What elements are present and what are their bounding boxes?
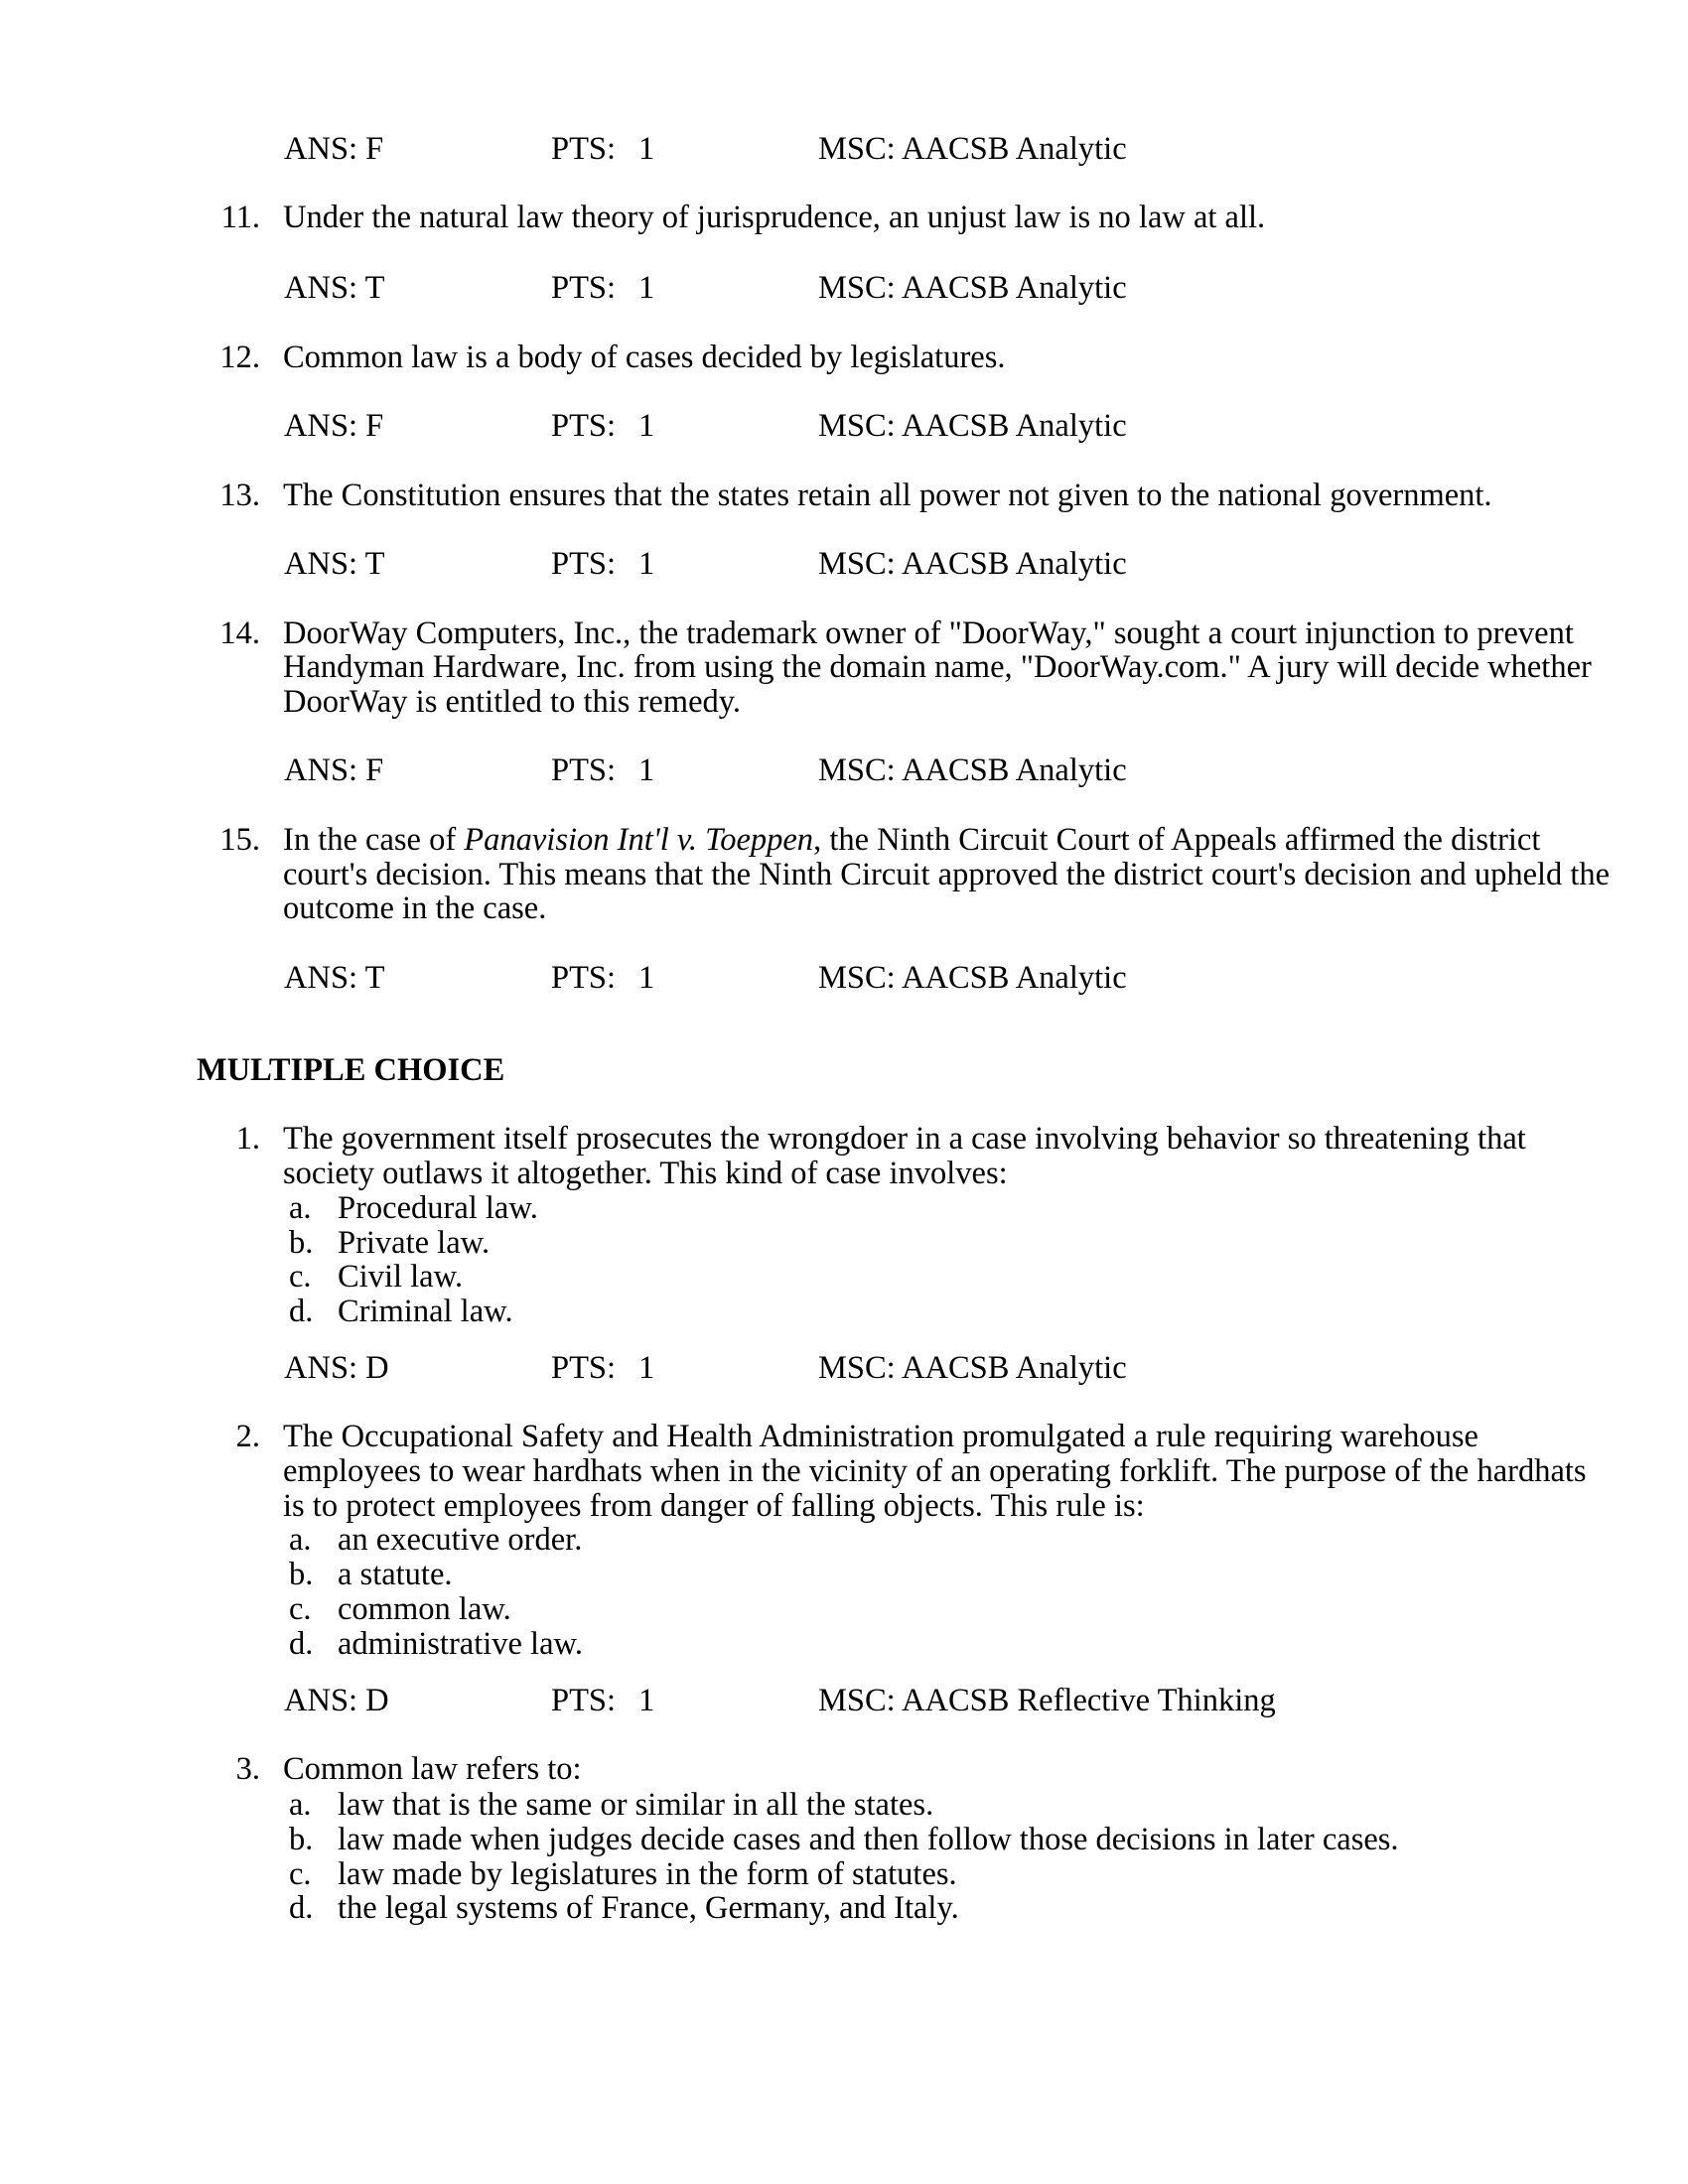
tf-question-text-line — [283, 890, 546, 926]
points-label: PTS: — [551, 1683, 617, 1718]
mc-question-number: 1. — [235, 1121, 260, 1157]
answer-label: ANS: F — [284, 752, 384, 788]
points-value: 1 — [638, 546, 655, 582]
tf-question-text-line — [283, 684, 741, 720]
tf-question-text-line — [283, 478, 1492, 513]
answer-label: ANS: T — [284, 546, 385, 582]
category-label: MSC: AACSB Analytic — [818, 1350, 1127, 1386]
option-text: law that is the same or similar in all the states. — [338, 1787, 934, 1823]
points-label: PTS: — [551, 546, 617, 582]
text-segment: DoorWay is entitled to this remedy. — [283, 684, 742, 720]
text-segment: The Occupational Safety and Health Administration promulgated a rule requiring warehouse — [283, 1419, 1478, 1454]
option-letter: d. — [289, 1890, 314, 1926]
points-value: 1 — [638, 960, 655, 996]
text-segment: Common law refers to: — [283, 1751, 582, 1787]
category-label: MSC: AACSB Analytic — [818, 960, 1127, 996]
mc-question-number: 3. — [235, 1751, 260, 1787]
mc-question-text-line — [283, 1488, 1145, 1524]
points-label: PTS: — [551, 752, 617, 788]
option-letter: d. — [289, 1294, 314, 1329]
option-text: Civil law. — [338, 1259, 464, 1295]
option-text: an executive order. — [338, 1522, 583, 1558]
text-segment: The Constitution ensures that the states retain all power not given to the national government. — [283, 478, 1492, 513]
tf-question-text-line — [283, 200, 1265, 235]
option-text: law made when judges decide cases and then follow those decisions in later cases. — [338, 1822, 1399, 1857]
option-letter: c. — [289, 1259, 312, 1295]
points-value: 1 — [638, 408, 655, 444]
points-label: PTS: — [551, 408, 617, 444]
option-text: Procedural law. — [338, 1190, 538, 1226]
mc-question-number: 2. — [235, 1419, 260, 1454]
points-value: 1 — [638, 270, 655, 306]
category-label: MSC: AACSB Analytic — [818, 408, 1127, 444]
mc-question-text-line — [283, 1121, 1526, 1157]
answer-label: ANS: F — [284, 131, 384, 167]
answer-label: ANS: T — [284, 270, 385, 306]
points-label: PTS: — [551, 960, 617, 996]
points-value: 1 — [638, 1350, 655, 1386]
mc-question-text-line — [283, 1751, 582, 1787]
mc-question-text-line — [283, 1156, 1008, 1191]
tf-question-text-line — [283, 340, 1005, 375]
tf-question-text-line — [283, 822, 1540, 858]
option-text: common law. — [338, 1591, 511, 1627]
option-text: Criminal law. — [338, 1294, 513, 1329]
text-segment: Common law is a body of cases decided by legislatures. — [283, 340, 1006, 375]
points-value: 1 — [638, 752, 655, 788]
option-text: the legal systems of France, Germany, and Italy. — [338, 1890, 959, 1926]
option-letter: b. — [289, 1225, 314, 1261]
text-segment: employees to wear hardhats when in the vicinity of an operating forklift. The purpose of the hardhats — [283, 1453, 1587, 1489]
tf-question-number: 15. — [219, 822, 260, 858]
answer-label: ANS: D — [284, 1350, 389, 1386]
option-letter: b. — [289, 1822, 314, 1857]
points-label: PTS: — [551, 270, 617, 306]
category-label: MSC: AACSB Analytic — [818, 752, 1127, 788]
category-label: MSC: AACSB Analytic — [818, 546, 1127, 582]
text-segment: The government itself prosecutes the wrongdoer in a case involving behavior so threatening that — [283, 1121, 1526, 1157]
text-segment: , the Ninth Circuit Court of Appeals affirmed the district — [813, 822, 1541, 858]
option-text: Private law. — [338, 1225, 491, 1261]
option-text: law made by legislatures in the form of statutes. — [338, 1856, 957, 1892]
category-label: MSC: AACSB Reflective Thinking — [818, 1683, 1276, 1718]
text-segment: society outlaws it altogether. This kind of case involves: — [283, 1156, 1008, 1191]
category-label: MSC: AACSB Analytic — [818, 270, 1127, 306]
text-segment: Handyman Hardware, Inc. from using the domain name, "DoorWay.com." A jury will decide whether — [283, 649, 1592, 685]
option-letter: d. — [289, 1626, 314, 1662]
option-letter: b. — [289, 1557, 314, 1592]
option-letter: c. — [289, 1591, 312, 1627]
text-segment: DoorWay Computers, Inc., the trademark owner of "DoorWay," sought a court injunction to prevent — [283, 615, 1574, 651]
option-letter: c. — [289, 1856, 312, 1892]
option-text: administrative law. — [338, 1626, 583, 1662]
text-segment: In the case of — [283, 822, 465, 858]
category-label: MSC: AACSB Analytic — [818, 131, 1127, 167]
tf-question-text-line — [283, 857, 1610, 892]
option-letter: a. — [289, 1787, 312, 1823]
text-segment: court's decision. This means that the Ninth Circuit approved the district court's decision and upheld the — [283, 857, 1611, 892]
section-heading: MULTIPLE CHOICE — [197, 1052, 505, 1088]
text-segment: Under the natural law theory of jurisprudence, an unjust law is no law at all. — [283, 200, 1266, 235]
answer-label: ANS: T — [284, 960, 385, 996]
answer-label: ANS: F — [284, 408, 384, 444]
case-name: Panavision Int'l v. Toeppen — [464, 822, 814, 858]
points-label: PTS: — [551, 131, 617, 167]
tf-question-number: 13. — [219, 478, 260, 513]
mc-question-text-line — [283, 1419, 1478, 1454]
mc-question-text-line — [283, 1453, 1587, 1489]
tf-question-number: 12. — [219, 340, 260, 375]
points-value: 1 — [638, 1683, 655, 1718]
option-text: a statute. — [338, 1557, 453, 1592]
text-segment: is to protect employees from danger of falling objects. This rule is: — [283, 1488, 1145, 1524]
tf-question-number: 11. — [220, 200, 260, 235]
option-letter: a. — [289, 1522, 312, 1558]
text-segment: outcome in the case. — [283, 890, 547, 926]
answer-label: ANS: D — [284, 1683, 389, 1718]
points-value: 1 — [638, 131, 655, 167]
tf-question-text-line — [283, 615, 1574, 651]
tf-question-text-line — [283, 649, 1592, 685]
points-label: PTS: — [551, 1350, 617, 1386]
option-letter: a. — [289, 1190, 312, 1226]
tf-question-number: 14. — [219, 615, 260, 651]
